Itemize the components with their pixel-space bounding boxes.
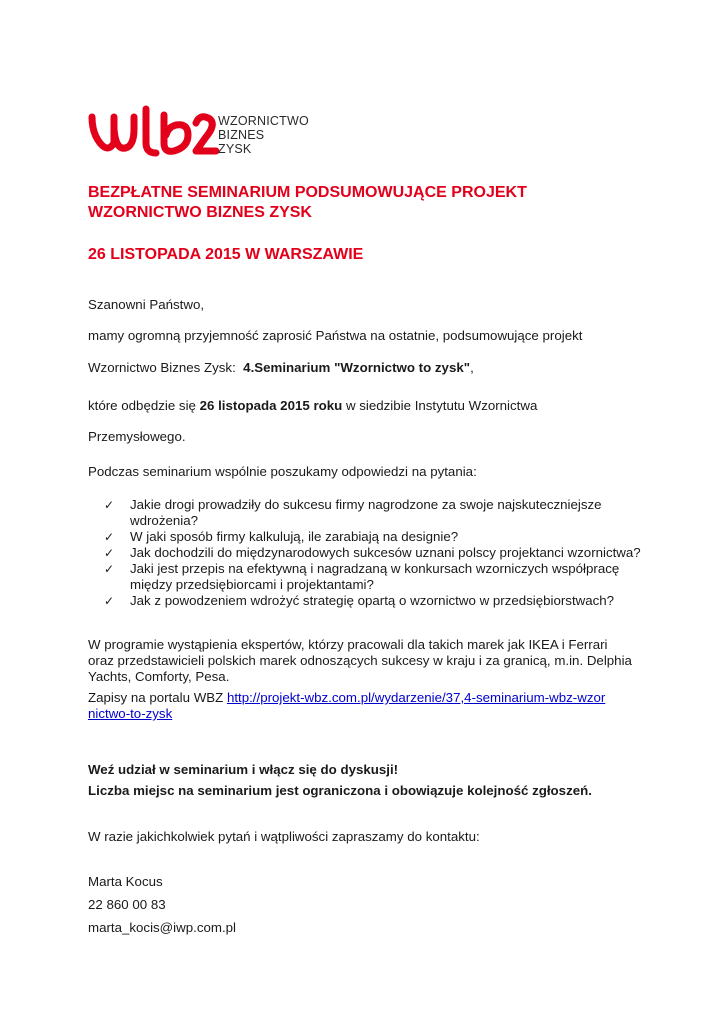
contact-email[interactable]: marta_kocis@iwp.com.pl xyxy=(88,920,236,935)
checkmark-icon: ✓ xyxy=(104,546,115,560)
project-line xyxy=(88,360,474,376)
logo-line-2: BIZNES xyxy=(218,128,265,142)
checkmark-icon: ✓ xyxy=(104,562,115,576)
contact-phone: 22 860 00 83 xyxy=(88,897,166,912)
signup-link[interactable]: http://projekt-wbz.com.pl/wydarzenie/37,4-seminarium-wbz-wzornictwo-to-zysk xyxy=(88,690,606,721)
logo-text xyxy=(218,114,309,156)
checkmark-icon: ✓ xyxy=(104,530,115,544)
question-text: W jaki sposób firmy kalkulują, ile zarabiają na designie? xyxy=(130,529,459,544)
contact-name: Marta Kocus xyxy=(88,874,163,889)
questions-intro: Podczas seminarium wspólnie poszukamy odpowiedzi na pytania: xyxy=(88,464,477,479)
experts-text: W programie wystąpienia ekspertów, którzy pracowali dla takich marek jak IKEA i Ferrari oraz przedstawicieli polskich marek odnoszących sukcesy w kraju i za granicą, m.in. Delphia Yachts, Comforty, Pesa. xyxy=(88,637,632,684)
invite-text: mamy ogromną przyjemność zaprosić Państwa na ostatnie, podsumowujące projekt xyxy=(88,328,583,343)
signup-line xyxy=(88,690,608,722)
when-prefix: które odbędzie się xyxy=(88,398,200,413)
questions-list xyxy=(104,497,650,609)
title xyxy=(88,183,527,223)
logo-line-1: WZORNICTWO xyxy=(218,114,309,128)
question-text: Jak z powodzeniem wdrożyć strategię opartą o wzornictwo w przedsiębiorstwach? xyxy=(130,593,615,608)
list-item xyxy=(104,497,650,529)
when-line xyxy=(88,398,537,414)
question-text: Jakie drogi prowadziły do sukcesu firmy nagrodzone za swoje najskuteczniejsze wdrożenia? xyxy=(130,497,602,528)
when-suffix: w siedzibie Instytutu Wzornictwa xyxy=(342,398,538,413)
signup-prefix: Zapisy na portalu WBZ xyxy=(88,690,227,705)
list-item xyxy=(104,593,650,609)
list-item xyxy=(104,529,650,545)
cta-join: Weź udział w seminarium i włącz się do dyskusji! xyxy=(88,762,399,777)
logo-line-3: ZYSK xyxy=(218,142,252,156)
greeting: Szanowni Państwo, xyxy=(88,297,205,312)
project-suffix: , xyxy=(470,360,474,375)
cta-limited: Liczba miejsc na seminarium jest ograniczona i obowiązuje kolejność zgłoszeń. xyxy=(88,783,592,798)
title-line-1: BEZPŁATNE SEMINARIUM PODSUMOWUJĄCE PROJEKT xyxy=(88,184,527,201)
seminar-name: 4.Seminarium "Wzornictwo to zysk" xyxy=(243,360,471,375)
list-item xyxy=(104,561,650,593)
institute-end: Przemysłowego. xyxy=(88,429,186,444)
contact-intro: W razie jakichkolwiek pytań i wątpliwości zapraszamy do kontaktu: xyxy=(88,829,480,844)
event-date-heading: 26 LISTOPADA 2015 W WARSZAWIE xyxy=(88,246,364,263)
checkmark-icon: ✓ xyxy=(104,498,115,512)
list-item xyxy=(104,545,650,561)
project-prefix: Wzornictwo Biznes Zysk: xyxy=(88,360,244,375)
question-text: Jak dochodzili do międzynarodowych sukcesów uznani polscy projektanci wzornictwa? xyxy=(130,545,641,560)
title-line-2: WZORNICTWO BIZNES ZYSK xyxy=(88,204,312,221)
event-date: 26 listopada 2015 roku xyxy=(199,398,343,413)
checkmark-icon: ✓ xyxy=(104,594,115,608)
question-text: Jaki jest przepis na efektywną i nagradzaną w konkursach wzorniczych współpracę między przedsiębiorcami i projektantami? xyxy=(130,561,620,592)
